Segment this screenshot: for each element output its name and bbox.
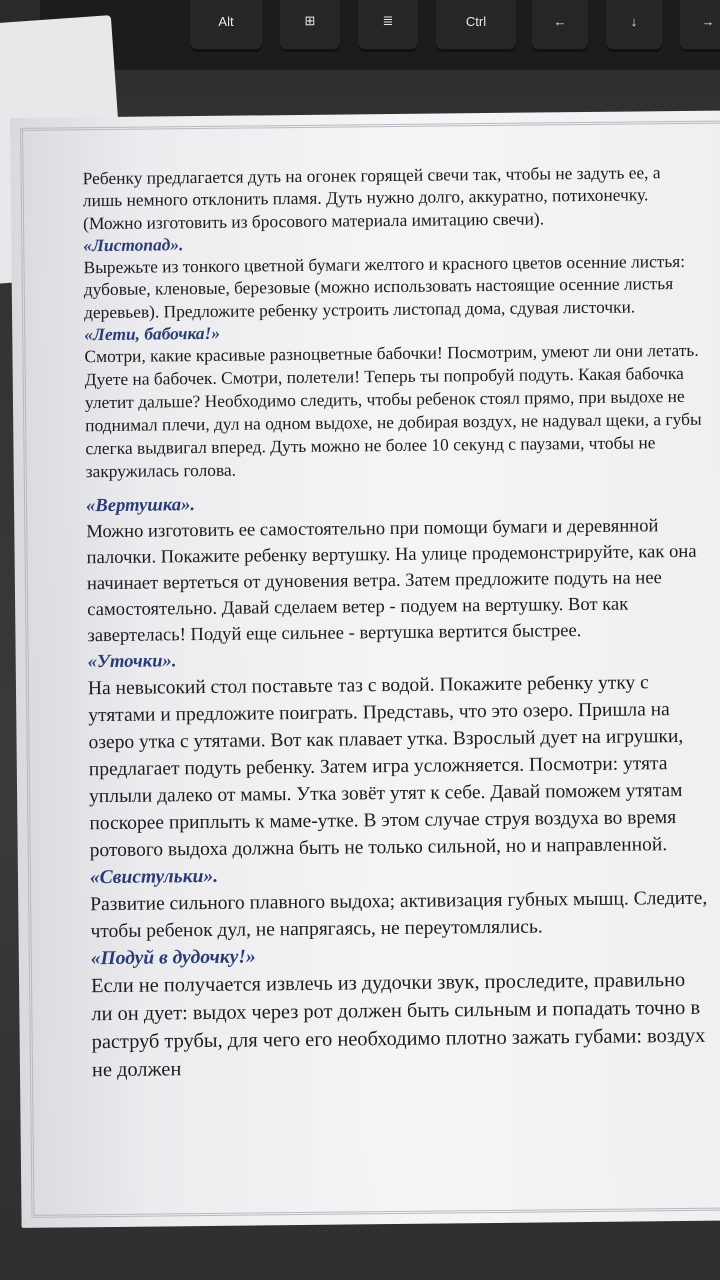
keyboard	[40, 0, 720, 70]
paragraph-candle: Ребенку предлагается дуть на огонек горящей свечи так, чтобы не задуть ее, а лишь немного отклонить пламя. Дуть нужно долго, аккуратно, потихонечку. (Можно изготовить из бросового материала имитацию свечи).	[82, 162, 661, 233]
arrow-left-key-icon: ←	[532, 0, 588, 52]
alt-key: Alt	[190, 0, 262, 52]
paragraph-listopad: Вырежьте из тонкого цветной бумаги желтого и красного цветов осенние листья: дубовые, кленовые, березовые (можно использовать настоящие осенние листья деревьев). Предложите ребенку устроить листопад дома, сдувая листочки.	[83, 251, 686, 323]
arrow-right-key-icon: →	[680, 0, 720, 52]
heading-svistulki: «Свистульки».	[89, 866, 219, 889]
arrow-down-key-icon: ↓	[606, 0, 662, 52]
heading-vertushka: «Вертушка».	[85, 494, 196, 517]
menu-key-icon: ≣	[358, 0, 418, 52]
paragraph-svistulki: Развитие сильного плавного выдоха; активизация губных мышц. Следите, чтобы ребенок дул, не напрягаясь, не переутомлялись.	[90, 888, 708, 943]
paragraph-babochka: Смотри, какие красивые разноцветные бабочки! Посмотрим, умеют ли они летать. Дуете на бабочек. Смотри, полетели! Теперь ты попробуй подуть. Какая бабочка улетит дальше? Необходимо следить, чтобы ребенок стоял прямо, при выдохе не поднимал плечи, дул на одном выдохе, не добирая воздух, не надувал щеки, а губы слегка выдвигал вперед. Дуть можно не более 10 секунд с паузами, чтобы не закружилась голова.	[84, 340, 702, 482]
paragraph-dudochka: Если не получается извлечь из дудочки звук, проследите, правильно ли он дует: выдох через рот должен быть сильным и попадать точно в раструб трубы, для чего его необходимо плотно зажать губами: воздух не должен	[90, 969, 706, 1082]
document-page	[10, 110, 720, 1227]
document-body	[83, 161, 713, 1085]
heading-listopad: «Листопад».	[83, 234, 184, 256]
paragraph-vertushka: Можно изготовить ее самостоятельно при помощи бумаги и деревянной палочки. Покажите ребенку вертушку. На улице продемонстрируйте, как она начинает вертеться от дуновения ветра. Затем предложите подуть на нее самостоятельно. Давай сделаем ветер - подуем на вертушку. Вот как завертелась! Подуй еще сильнее - вертушка вертится быстрее.	[86, 515, 697, 647]
heading-dudochka: «Подуй в дудочку!»	[90, 946, 256, 970]
ctrl-key: Ctrl	[436, 0, 516, 52]
heading-babochka: «Лети, бабочка!»	[84, 322, 221, 345]
paragraph-utochki: На невысокий стол поставьте таз с водой. Покажите ребенку утку с утятами и предложите поиграть. Представь, что это озеро. Пришла на озеро утка с утятами. Вот как плавает утка. Взрослый дует на игрушки, предлагает подуть ребенку. Затем игра усложняется. Посмотри: утята уплыли далеко от мамы. Утка зовёт утят к себе. Давай поможем утятам поскорее приплыть к маме-утке. В этом случае струя воздуха во время ротового выдоха должна быть не только сильной, но и направленной.	[87, 672, 684, 862]
windows-key-icon: ⊞	[280, 0, 340, 52]
heading-utochki: «Уточки».	[87, 650, 177, 673]
